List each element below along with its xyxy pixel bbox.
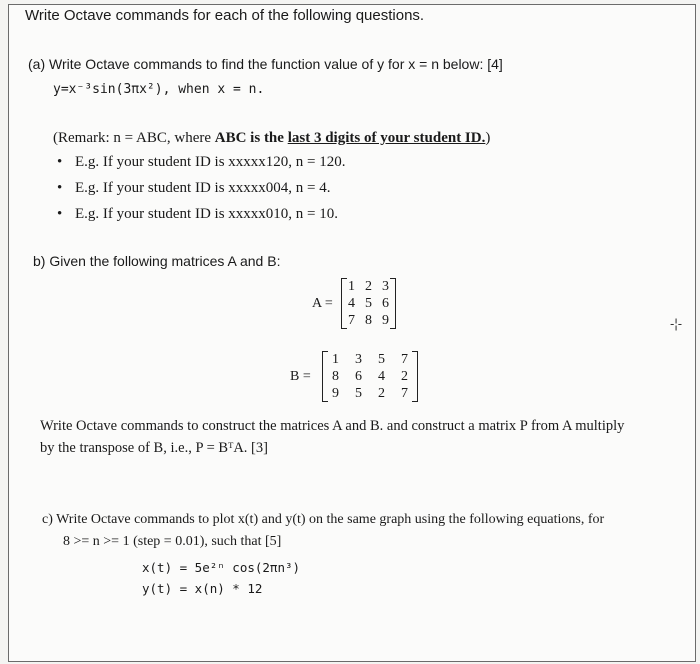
part-c-eq-y: y(t) = x(n) * 12 [142,581,263,596]
matrix-row [324,385,416,402]
remark-suffix: ) [485,130,491,146]
part-b-intro: b) Given the following matrices A and B: [33,253,281,269]
matrix-cell: 4 [378,369,385,384]
matrix-cell: 7 [401,352,408,367]
matrix-b-label: B = [290,369,311,384]
matrix-cell: 9 [332,386,339,401]
remark-prefix: (Remark: n = ABC, where [53,130,215,146]
bullet-icon: • [57,180,63,196]
matrix-cell: 1 [348,279,355,294]
example-item: E.g. If your student ID is xxxxx004, n = 4. [75,180,331,196]
matrix-cell: 2 [401,369,408,384]
matrix-row [324,351,416,368]
matrix-cell: 6 [355,369,362,384]
part-c-eq-x: x(t) = 5e²ⁿ cos(2πn³) [142,560,301,575]
part-a-formula: y=x⁻³sin(3πx²), when x = n. [53,82,265,97]
example-item: E.g. If your student ID is xxxxx120, n = 120. [75,154,346,170]
matrix-cell: 5 [355,386,362,401]
matrix-b [324,351,416,402]
matrix-cell: 8 [332,369,339,384]
part-a-remark [53,130,490,147]
matrix-cell: 7 [348,313,355,328]
page-title: Write Octave commands for each of the following questions. [25,7,425,24]
bullet-icon: • [57,206,63,222]
part-c-question: c) Write Octave commands to plot x(t) and y(t) on the same graph using the following equations, for [42,512,605,527]
part-c-range: 8 >= n >= 1 (step = 0.01), such that [5] [63,534,282,549]
matrix-cell: 2 [378,386,385,401]
matrix-cell: 9 [382,313,389,328]
part-a-question: (a) Write Octave commands to find the function value of y for x = n below: [4] [28,56,503,72]
matrix-cell: 3 [382,279,389,294]
bullet-icon: • [57,154,63,170]
matrix-cell: 7 [401,386,408,401]
matrix-row [343,278,394,295]
matrix-row [343,312,394,329]
matrix-cell: 5 [365,296,372,311]
example-item: E.g. If your student ID is xxxxx010, n = 10. [75,206,339,222]
part-b-question-line1: Write Octave commands to construct the matrices A and B. and construct a matrix P from A multiply [40,418,625,434]
matrix-cell: 4 [348,296,355,311]
cursor-mark: -¦- [670,316,683,331]
remark-underlined: last 3 digits of your student ID. [287,130,486,146]
matrix-cell: 5 [378,352,385,367]
question-sheet [8,4,696,662]
matrix-a [343,278,394,329]
remark-bold: ABC is the [214,130,288,146]
matrix-row [343,295,394,312]
part-b-question-line2: by the transpose of B, i.e., P = BᵀA. [3] [40,440,268,456]
matrix-cell: 2 [365,279,372,294]
matrix-cell: 3 [355,352,362,367]
matrix-cell: 1 [332,352,339,367]
matrix-row [324,368,416,385]
matrix-a-label: A = [312,296,333,311]
matrix-cell: 8 [365,313,372,328]
matrix-cell: 6 [382,296,389,311]
